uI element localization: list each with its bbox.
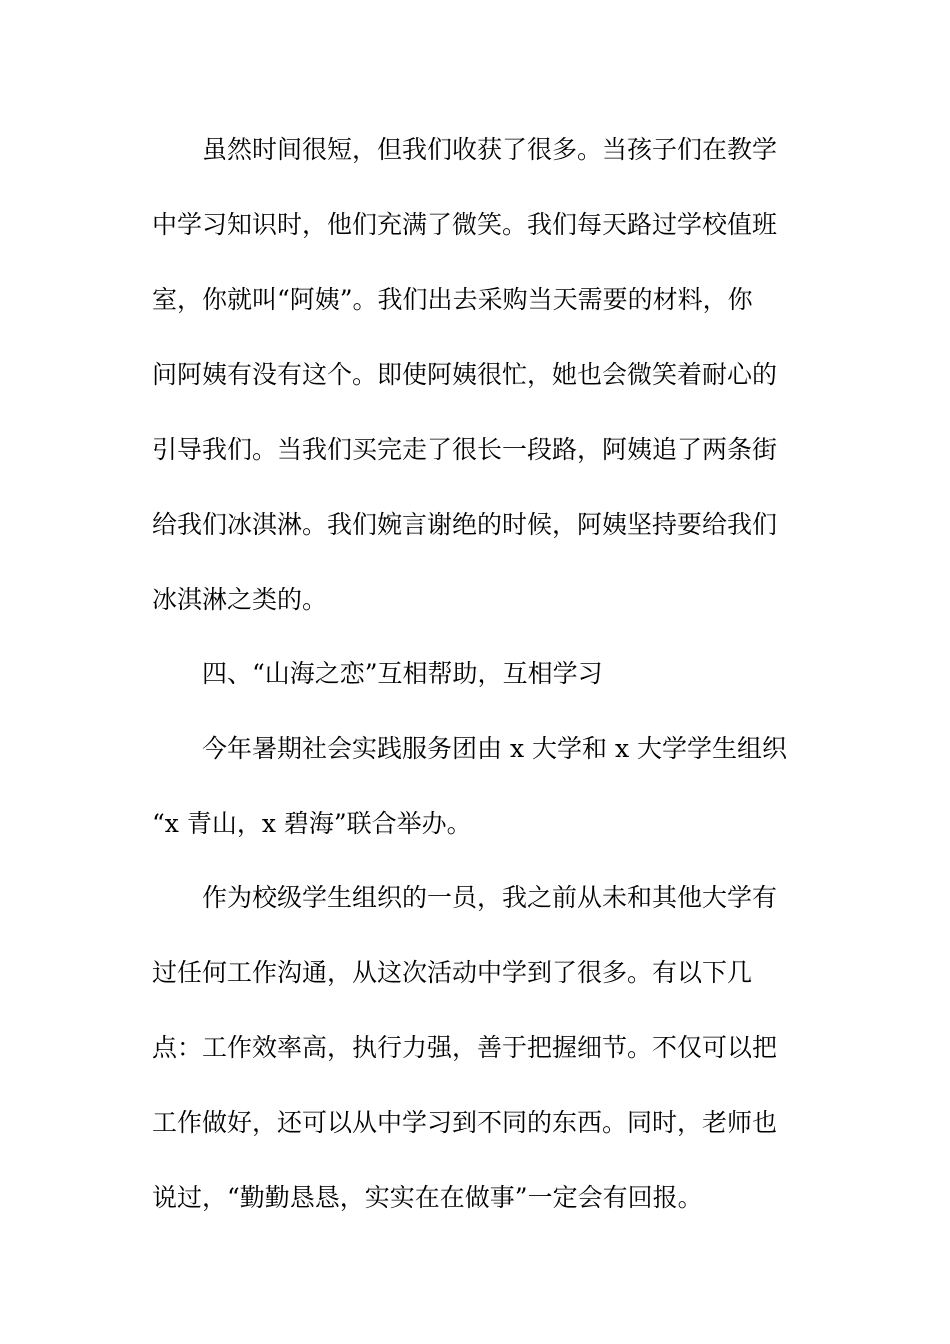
paragraph-1-line-4: 问阿姨有没有这个。即使阿姨很忙，她也会微笑着耐心的 [152, 360, 778, 389]
paragraph-3-line-2: 过任何工作沟通，从这次活动中学到了很多。有以下几 [152, 958, 753, 987]
paragraph-3-line-4: 工作做好，还可以从中学习到不同的东西。同时，老师也 [152, 1108, 778, 1137]
paragraph-1-line-3: 室，你就叫“阿姨”。我们出去采购当天需要的材料，你 [152, 285, 753, 314]
paragraph-1-line-1: 虽然时间很短，但我们收获了很多。当孩子们在教学 [202, 135, 778, 164]
section-heading-4: 四、“山海之恋”互相帮助，互相学习 [202, 659, 603, 688]
paragraph-1-line-6: 给我们冰淇淋。我们婉言谢绝的时候，阿姨坚持要给我们 [152, 510, 778, 539]
paragraph-2-line-2: “x 青山，x 碧海”联合举办。 [152, 809, 472, 838]
paragraph-2-line-1: 今年暑期社会实践服务团由 x 大学和 x 大学学生组织 [202, 734, 787, 763]
paragraph-3-line-3: 点：工作效率高，执行力强，善于把握细节。不仅可以把 [152, 1033, 778, 1062]
paragraph-3-line-1: 作为校级学生组织的一员，我之前从未和其他大学有 [202, 883, 778, 912]
paragraph-1-line-5: 引导我们。当我们买完走了很长一段路，阿姨追了两条街 [152, 435, 778, 464]
paragraph-1-line-2: 中学习知识时，他们充满了微笑。我们每天路过学校值班 [152, 210, 778, 239]
paragraph-1-line-7: 冰淇淋之类的。 [152, 585, 328, 614]
paragraph-3-line-5: 说过，“勤勤恳恳，实实在在做事”一定会有回报。 [152, 1183, 703, 1212]
